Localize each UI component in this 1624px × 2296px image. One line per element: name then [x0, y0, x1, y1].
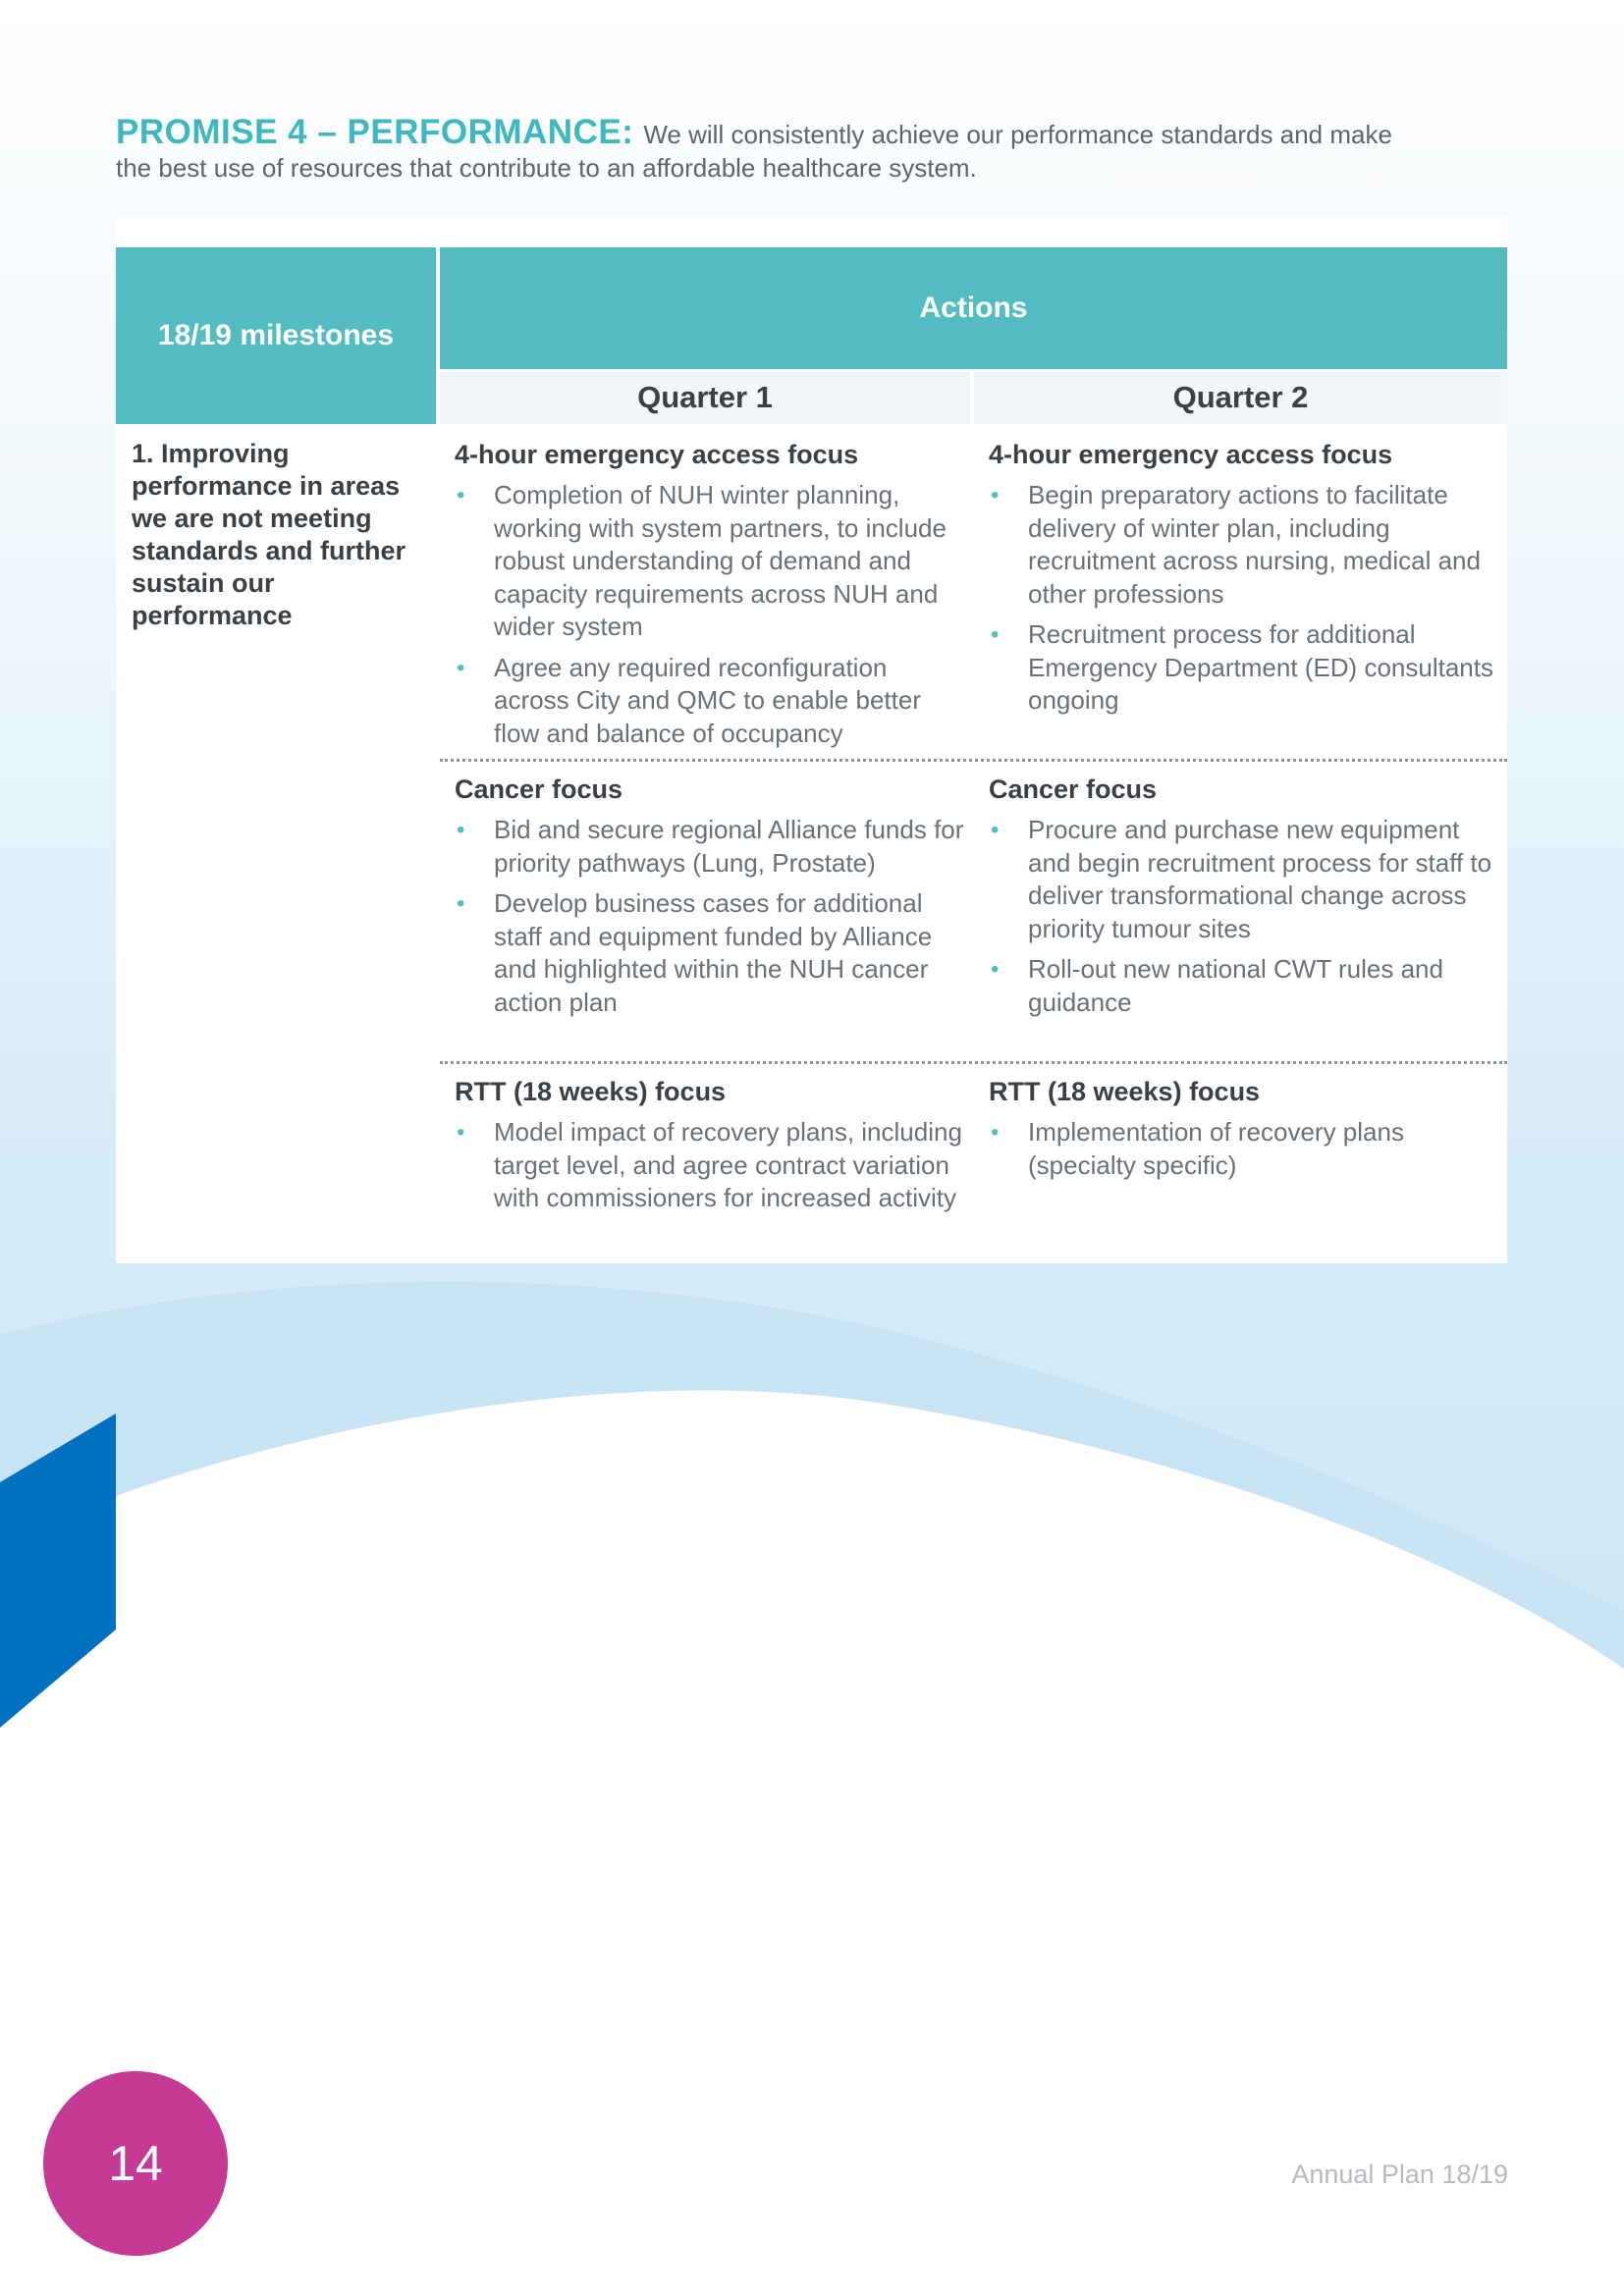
q1-rtt-heading: RTT (18 weeks) focus [455, 1077, 727, 1106]
q2-cancer-cell [989, 773, 1499, 1027]
promise-text: We will consistently achieve our performance standards and make the best use of resources that contribute to an affordable healthcare system. [116, 120, 1392, 183]
q1-emergency-heading: 4-hour emergency access focus [455, 440, 859, 469]
q2-emergency-list [989, 479, 1499, 718]
q1-cancer-heading: Cancer focus [455, 774, 623, 804]
milestones-table [116, 218, 1507, 1263]
q2-emergency-heading: 4-hour emergency access focus [989, 440, 1393, 469]
q2-rtt-heading: RTT (18 weeks) focus [989, 1077, 1261, 1106]
list-item: • Agree any required reconfiguration across City and QMC to enable better flow and balance of occupancy [457, 652, 921, 748]
page-number: 14 [108, 2136, 163, 2191]
q1-rtt-list [455, 1116, 965, 1215]
page-number-badge [43, 2071, 228, 2256]
footer-doc-title: Annual Plan 18/19 [1291, 2160, 1508, 2189]
list-item: • Develop business cases for additional staff and equipment funded by Alliance and highlighted within the NUH cancer action plan [457, 888, 933, 1017]
list-item: • Model impact of recovery plans, including target level, and agree contract variation with commissioners for increased activity [457, 1117, 962, 1212]
list-item: • Begin preparatory actions to facilitate delivery of winter plan, including recruitment across nursing, medical and other professions [991, 480, 1481, 609]
milestones-header: 18/19 milestones [116, 247, 436, 424]
bullet-icon: • [457, 482, 465, 508]
q2-cancer-list [989, 814, 1499, 1019]
bullet-icon: • [457, 890, 465, 917]
promise-intro [116, 113, 1392, 185]
q1-cancer-cell [455, 773, 965, 1027]
actions-header: Actions [440, 247, 1507, 369]
promise-label: PROMISE 4 – PERFORMANCE: [116, 113, 634, 151]
bullet-icon: • [991, 482, 1000, 508]
q2-rtt-list [989, 1116, 1499, 1182]
q1-rtt-cell [455, 1075, 965, 1223]
list-item: • Implementation of recovery plans (specialty specific) [991, 1117, 1404, 1180]
q1-emergency-list [455, 479, 965, 750]
row-separator [440, 1061, 1507, 1064]
list-item: • Procure and purchase new equipment and begin recruitment process for staff to deliver transformational change across priority tumour sites [991, 815, 1492, 943]
bullet-icon: • [457, 654, 465, 681]
bullet-icon: • [991, 1119, 1000, 1146]
bullet-icon: • [991, 621, 1000, 648]
list-item: • Roll-out new national CWT rules and guidance [991, 954, 1443, 1017]
q2-emergency-cell [989, 438, 1499, 725]
q1-cancer-list [455, 814, 965, 1019]
bullet-icon: • [991, 956, 1000, 983]
quarter-1-header: Quarter 1 [440, 371, 970, 424]
bullet-icon: • [457, 1119, 465, 1146]
q1-emergency-cell [455, 438, 965, 758]
q2-cancer-heading: Cancer focus [989, 774, 1158, 804]
milestone-1: 1. Improving performance in areas we are not meeting standards and further sustain our performance [132, 439, 406, 630]
q2-rtt-cell [989, 1075, 1499, 1190]
quarter-2-header: Quarter 2 [974, 371, 1507, 424]
bullet-icon: • [457, 817, 465, 843]
list-item: • Recruitment process for additional Emergency Department (ED) consultants ongoing [991, 619, 1493, 715]
list-item: • Completion of NUH winter planning, working with system partners, to include robust understanding of demand and capacity requirements across NUH and wider system [457, 480, 947, 641]
bullet-icon: • [991, 817, 1000, 843]
list-item: • Bid and secure regional Alliance funds for priority pathways (Lung, Prostate) [457, 815, 964, 878]
row-separator [440, 759, 1507, 762]
